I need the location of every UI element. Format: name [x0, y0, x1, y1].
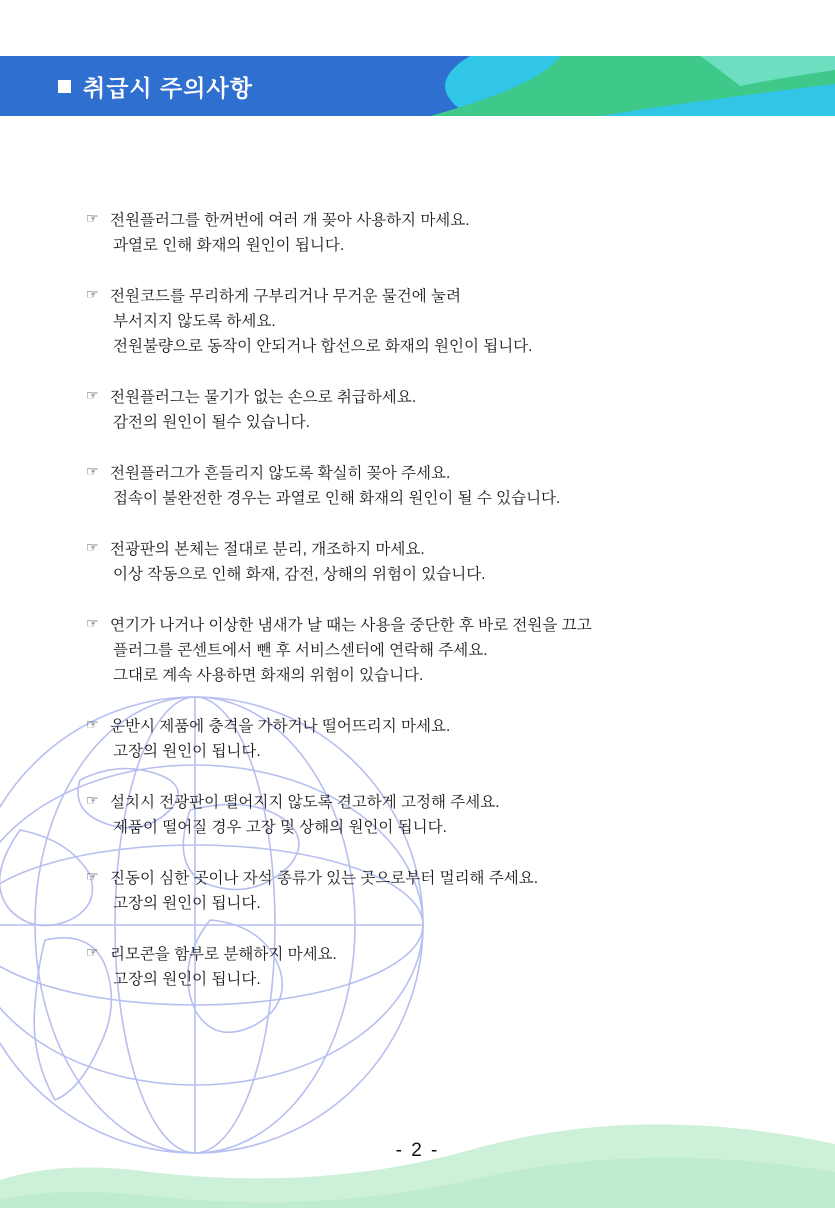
- caution-line: 전원불량으로 동작이 안되거나 합선으로 화재의 원인이 됩니다.: [113, 338, 533, 355]
- list-item: [0, 537, 835, 587]
- caution-line: 고장의 원인이 됩니다.: [113, 971, 261, 988]
- page-title: [58, 70, 253, 103]
- pointing-hand-icon: ☞: [86, 716, 99, 732]
- caution-line: 플러그를 콘센트에서 뺀 후 서비스센터에 연락해 주세요.: [113, 642, 488, 659]
- caution-line: 이상 작동으로 인해 화재, 감전, 상해의 위험이 있습니다.: [113, 566, 486, 583]
- caution-line: 그대로 계속 사용하면 화재의 위험이 있습니다.: [113, 667, 424, 684]
- pointing-hand-icon: ☞: [86, 615, 99, 631]
- list-item: [0, 613, 835, 688]
- list-item: [0, 208, 835, 258]
- list-item: [0, 942, 835, 992]
- list-item: [0, 790, 835, 840]
- caution-line: 전원플러그는 물기가 없는 손으로 취급하세요.: [110, 389, 417, 406]
- caution-line: 감전의 원인이 될수 있습니다.: [113, 414, 310, 431]
- list-item: [0, 461, 835, 511]
- pointing-hand-icon: ☞: [86, 387, 99, 403]
- filled-square-icon: [58, 80, 71, 93]
- caution-line: 운반시 제품에 충격을 가하거나 떨어뜨리지 마세요.: [110, 718, 451, 735]
- caution-list: [0, 208, 835, 1018]
- pointing-hand-icon: ☞: [86, 210, 99, 226]
- caution-line: 연기가 나거나 이상한 냄새가 날 때는 사용을 중단한 후 바로 전원을 끄고: [110, 617, 592, 634]
- list-item: [0, 284, 835, 359]
- page-number: - 2 -: [395, 1140, 440, 1161]
- pointing-hand-icon: ☞: [86, 539, 99, 555]
- caution-line: 전원코드를 무리하게 구부리거나 무거운 물건에 눌려: [110, 288, 461, 305]
- caution-line: 접속이 불완전한 경우는 과열로 인해 화재의 원인이 될 수 있습니다.: [113, 490, 561, 507]
- caution-line: 리모콘을 함부로 분해하지 마세요.: [110, 946, 337, 963]
- pointing-hand-icon: ☞: [86, 868, 99, 884]
- list-item: [0, 385, 835, 435]
- pointing-hand-icon: ☞: [86, 463, 99, 479]
- list-item: [0, 866, 835, 916]
- caution-line: 설치시 전광판이 떨어지지 않도록 견고하게 고정해 주세요.: [110, 794, 500, 811]
- caution-line: 진동이 심한 곳이나 자석 종류가 있는 곳으로부터 멀리해 주세요.: [110, 870, 539, 887]
- caution-line: 고장의 원인이 됩니다.: [113, 895, 261, 912]
- pointing-hand-icon: ☞: [86, 944, 99, 960]
- caution-line: 고장의 원인이 됩니다.: [113, 743, 261, 760]
- pointing-hand-icon: ☞: [86, 792, 99, 808]
- caution-line: 부서지지 않도록 하세요.: [113, 313, 276, 330]
- caution-line: 전원플러그를 한꺼번에 여러 개 꽂아 사용하지 마세요.: [110, 212, 470, 229]
- caution-line: 전광판의 본체는 절대로 분리, 개조하지 마세요.: [110, 541, 425, 558]
- page-title-text: 취급시 주의사항: [83, 75, 253, 101]
- caution-line: 과열로 인해 화재의 원인이 됩니다.: [113, 237, 345, 254]
- list-item: [0, 714, 835, 764]
- pointing-hand-icon: ☞: [86, 286, 99, 302]
- caution-line: 전원플러그가 흔들리지 않도록 확실히 꽂아 주세요.: [110, 465, 451, 482]
- caution-line: 제품이 떨어질 경우 고장 및 상해의 원인이 됩니다.: [113, 819, 447, 836]
